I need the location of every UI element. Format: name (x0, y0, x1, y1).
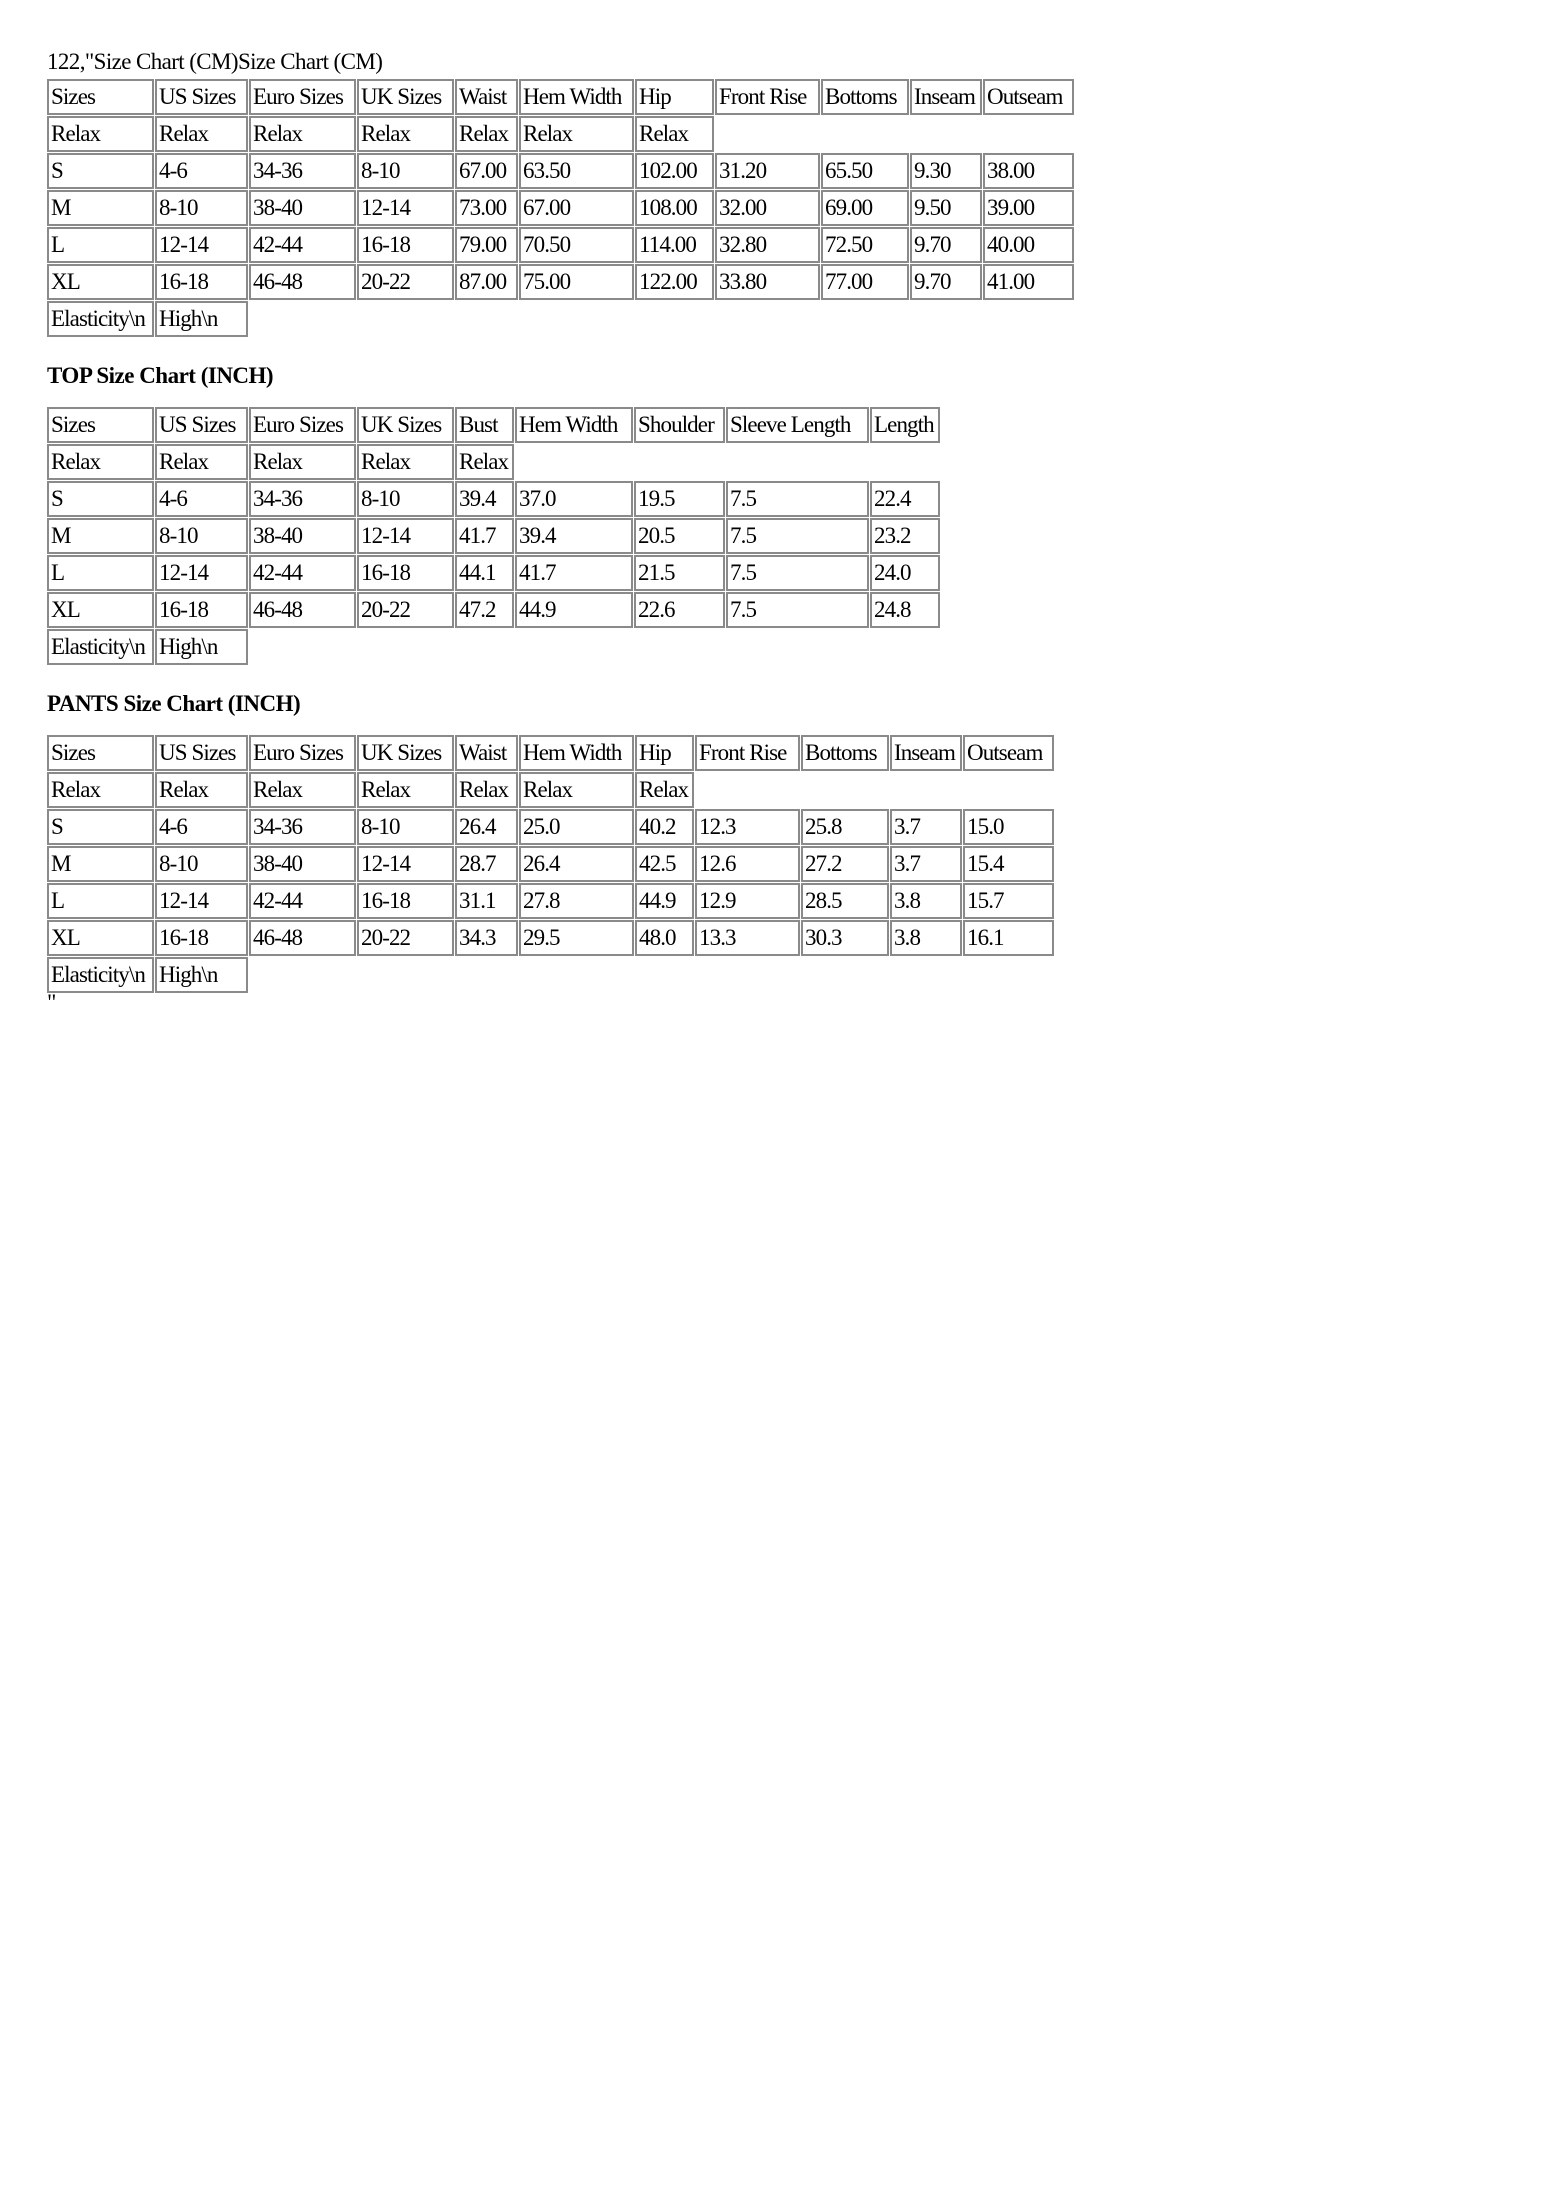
table-cell: High\n (155, 629, 248, 665)
table-cell: Sizes (47, 407, 154, 443)
table-cell: 4-6 (155, 481, 248, 517)
table-cell: 16.1 (963, 920, 1054, 956)
empty-cell (870, 444, 940, 480)
empty-cell (515, 629, 633, 665)
table-cell: L (47, 883, 154, 919)
table-cell: Sleeve Length (726, 407, 869, 443)
table-cell: 26.4 (519, 846, 634, 882)
table-row (47, 920, 1054, 956)
table-row (47, 264, 1074, 300)
size-table-pants-inch (46, 734, 1055, 994)
table-cell: 77.00 (821, 264, 909, 300)
table-cell: Hem Width (519, 735, 634, 771)
table-cell: 46-48 (249, 920, 356, 956)
table-cell: 67.00 (455, 153, 518, 189)
table-cell: Relax (455, 772, 518, 808)
table-cell: 21.5 (634, 555, 725, 591)
empty-cell (357, 629, 454, 665)
table-cell: 9.70 (910, 227, 982, 263)
table-cell: 40.00 (983, 227, 1074, 263)
empty-cell (715, 116, 820, 152)
empty-cell (715, 301, 820, 337)
table-cell: 12.3 (695, 809, 800, 845)
table-cell: 34-36 (249, 153, 356, 189)
empty-cell (801, 957, 889, 993)
table-cell: 12-14 (357, 190, 454, 226)
table-cell: US Sizes (155, 735, 248, 771)
table-cell: US Sizes (155, 79, 248, 115)
table-cell: 26.4 (455, 809, 518, 845)
table-cell: Sizes (47, 79, 154, 115)
table-cell: Length (870, 407, 940, 443)
table-cell: US Sizes (155, 407, 248, 443)
table-cell: 3.7 (890, 846, 962, 882)
table-cell: 28.7 (455, 846, 518, 882)
table-cell: L (47, 555, 154, 591)
table-cell: Relax (635, 116, 714, 152)
table-cell: 15.0 (963, 809, 1054, 845)
table-cell: 63.50 (519, 153, 634, 189)
empty-cell (357, 957, 454, 993)
empty-cell (455, 629, 514, 665)
table-cell: 12.6 (695, 846, 800, 882)
table-cell: Relax (249, 116, 356, 152)
empty-cell (519, 301, 634, 337)
empty-cell (249, 957, 356, 993)
table-cell: 42.5 (635, 846, 694, 882)
top-size-chart-title: TOP Size Chart (INCH) (47, 363, 274, 388)
empty-cell (983, 301, 1074, 337)
empty-cell (455, 957, 518, 993)
table-cell: Outseam (983, 79, 1074, 115)
table-cell: 3.8 (890, 883, 962, 919)
table-cell: 70.50 (519, 227, 634, 263)
table-cell: 34-36 (249, 481, 356, 517)
table-elasticity-row (47, 629, 940, 665)
table-cell: Relax (155, 116, 248, 152)
table-cell: 40.2 (635, 809, 694, 845)
table-cell: 8-10 (155, 846, 248, 882)
table-cell: 48.0 (635, 920, 694, 956)
table-cell: 16-18 (357, 883, 454, 919)
table-cell: UK Sizes (357, 79, 454, 115)
table-cell: 24.0 (870, 555, 940, 591)
table-relax-row (47, 444, 940, 480)
table-row (47, 227, 1074, 263)
table-cell: 122.00 (635, 264, 714, 300)
table-cell: Euro Sizes (249, 735, 356, 771)
table-cell: Inseam (910, 79, 982, 115)
table-cell: 39.4 (515, 518, 633, 554)
table-cell: 16-18 (155, 920, 248, 956)
table-cell: 31.20 (715, 153, 820, 189)
table-cell: 20.5 (634, 518, 725, 554)
table-cell: Relax (249, 772, 356, 808)
empty-cell (821, 116, 909, 152)
table-elasticity-row (47, 957, 1054, 993)
table-cell: 20-22 (357, 920, 454, 956)
table-cell: Relax (455, 444, 514, 480)
table-cell: 4-6 (155, 153, 248, 189)
table-cell: Elasticity\n (47, 301, 154, 337)
table-header-row (47, 735, 1054, 771)
table-cell: 37.0 (515, 481, 633, 517)
table-cell: 12-14 (155, 555, 248, 591)
table-cell: 41.00 (983, 264, 1074, 300)
table-cell: 20-22 (357, 264, 454, 300)
table-cell: Relax (519, 772, 634, 808)
table-cell: 73.00 (455, 190, 518, 226)
table-cell: 32.80 (715, 227, 820, 263)
table-cell: Relax (47, 444, 154, 480)
table-cell: Outseam (963, 735, 1054, 771)
empty-cell (357, 301, 454, 337)
table-cell: Relax (155, 772, 248, 808)
table-cell: 42-44 (249, 883, 356, 919)
table-cell: 39.00 (983, 190, 1074, 226)
table-cell: 108.00 (635, 190, 714, 226)
table-cell: Shoulder (634, 407, 725, 443)
table-cell: 38.00 (983, 153, 1074, 189)
empty-cell (963, 957, 1054, 993)
empty-cell (983, 116, 1074, 152)
table-cell: Inseam (890, 735, 962, 771)
table-cell: 44.1 (455, 555, 514, 591)
table-cell: Relax (249, 444, 356, 480)
table-cell: 69.00 (821, 190, 909, 226)
table-cell: 20-22 (357, 592, 454, 628)
table-cell: Sizes (47, 735, 154, 771)
table-cell: 65.50 (821, 153, 909, 189)
empty-cell (455, 301, 518, 337)
empty-cell (726, 444, 869, 480)
table-cell: 28.5 (801, 883, 889, 919)
empty-cell (515, 444, 633, 480)
table-cell: Relax (357, 116, 454, 152)
table-cell: 7.5 (726, 518, 869, 554)
table-cell: S (47, 153, 154, 189)
table-cell: Hem Width (515, 407, 633, 443)
table-header-row (47, 79, 1074, 115)
empty-cell (519, 957, 634, 993)
table-row (47, 809, 1054, 845)
empty-cell (249, 301, 356, 337)
table-cell: Bottoms (801, 735, 889, 771)
table-cell: 25.8 (801, 809, 889, 845)
table-row (47, 883, 1054, 919)
empty-cell (890, 957, 962, 993)
table-cell: 25.0 (519, 809, 634, 845)
table-row (47, 518, 940, 554)
pants-size-chart-title: PANTS Size Chart (INCH) (47, 691, 301, 716)
empty-cell (870, 629, 940, 665)
table-cell: Euro Sizes (249, 79, 356, 115)
table-cell: S (47, 481, 154, 517)
table-cell: 27.8 (519, 883, 634, 919)
table-cell: 32.00 (715, 190, 820, 226)
table-cell: M (47, 518, 154, 554)
table-row (47, 846, 1054, 882)
table-cell: M (47, 190, 154, 226)
table-cell: 8-10 (357, 153, 454, 189)
table-cell: 19.5 (634, 481, 725, 517)
table-cell: XL (47, 592, 154, 628)
empty-cell (635, 301, 714, 337)
table-cell: UK Sizes (357, 407, 454, 443)
size-table-top-inch (46, 406, 941, 666)
table-cell: XL (47, 920, 154, 956)
table-cell: 31.1 (455, 883, 518, 919)
table-cell: 8-10 (357, 481, 454, 517)
table-cell: 4-6 (155, 809, 248, 845)
table-row (47, 592, 940, 628)
document-footer-quote: " (47, 990, 57, 1015)
table-cell: 7.5 (726, 592, 869, 628)
table-cell: 38-40 (249, 518, 356, 554)
table-cell: Relax (455, 116, 518, 152)
table-cell: 44.9 (515, 592, 633, 628)
table-cell: 12-14 (357, 518, 454, 554)
table-cell: Relax (47, 116, 154, 152)
document-page (47, 46, 1507, 1015)
table-cell: 8-10 (155, 190, 248, 226)
table-cell: 3.7 (890, 809, 962, 845)
empty-cell (695, 957, 800, 993)
table-cell: Relax (155, 444, 248, 480)
table-cell: 22.6 (634, 592, 725, 628)
table-cell: 15.4 (963, 846, 1054, 882)
table-cell: Bottoms (821, 79, 909, 115)
table-cell: 44.9 (635, 883, 694, 919)
table-cell: 12-14 (155, 883, 248, 919)
table-cell: Relax (357, 444, 454, 480)
table-cell: Hip (635, 79, 714, 115)
table-cell: 102.00 (635, 153, 714, 189)
table-cell: 12-14 (357, 846, 454, 882)
table-cell: M (47, 846, 154, 882)
table-cell: Relax (635, 772, 694, 808)
empty-cell (821, 301, 909, 337)
empty-cell (910, 301, 982, 337)
table-cell: 30.3 (801, 920, 889, 956)
table-cell: 38-40 (249, 190, 356, 226)
table-cell: 87.00 (455, 264, 518, 300)
table-cell: Relax (357, 772, 454, 808)
table-relax-row (47, 116, 1074, 152)
table-row (47, 555, 940, 591)
table-row (47, 190, 1074, 226)
size-table-cm (46, 78, 1075, 338)
table-cell: S (47, 809, 154, 845)
table-cell: XL (47, 264, 154, 300)
table-cell: 41.7 (455, 518, 514, 554)
table-cell: 34.3 (455, 920, 518, 956)
table-cell: 8-10 (357, 809, 454, 845)
table-cell: Relax (519, 116, 634, 152)
table-cell: Waist (455, 735, 518, 771)
table-cell: 38-40 (249, 846, 356, 882)
table-cell: Bust (455, 407, 514, 443)
empty-cell (635, 957, 694, 993)
empty-cell (634, 444, 725, 480)
table-cell: 16-18 (155, 264, 248, 300)
table-cell: UK Sizes (357, 735, 454, 771)
table-cell: 9.30 (910, 153, 982, 189)
document-header-line: 122,"Size Chart (CM)Size Chart (CM) (47, 49, 383, 74)
empty-cell (963, 772, 1054, 808)
table-cell: Hem Width (519, 79, 634, 115)
table-cell: 9.70 (910, 264, 982, 300)
table-header-row (47, 407, 940, 443)
table-cell: 24.8 (870, 592, 940, 628)
empty-cell (726, 629, 869, 665)
table-cell: 15.7 (963, 883, 1054, 919)
table-cell: 46-48 (249, 592, 356, 628)
table-cell: High\n (155, 957, 248, 993)
table-cell: 12.9 (695, 883, 800, 919)
empty-cell (890, 772, 962, 808)
table-row (47, 481, 940, 517)
table-relax-row (47, 772, 1054, 808)
table-cell: 8-10 (155, 518, 248, 554)
table-cell: Elasticity\n (47, 957, 154, 993)
empty-cell (695, 772, 800, 808)
table-cell: Euro Sizes (249, 407, 356, 443)
table-cell: 12-14 (155, 227, 248, 263)
table-elasticity-row (47, 301, 1074, 337)
table-cell: 114.00 (635, 227, 714, 263)
table-cell: 75.00 (519, 264, 634, 300)
table-cell: 9.50 (910, 190, 982, 226)
table-cell: Relax (47, 772, 154, 808)
table-cell: 72.50 (821, 227, 909, 263)
table-cell: 7.5 (726, 481, 869, 517)
table-cell: 3.8 (890, 920, 962, 956)
table-cell: 22.4 (870, 481, 940, 517)
table-cell: 16-18 (155, 592, 248, 628)
table-cell: 47.2 (455, 592, 514, 628)
table-cell: 23.2 (870, 518, 940, 554)
table-cell: 67.00 (519, 190, 634, 226)
table-cell: 46-48 (249, 264, 356, 300)
table-cell: 16-18 (357, 227, 454, 263)
table-cell: 42-44 (249, 227, 356, 263)
empty-cell (910, 116, 982, 152)
table-cell: 42-44 (249, 555, 356, 591)
table-cell: 27.2 (801, 846, 889, 882)
table-cell: 29.5 (519, 920, 634, 956)
table-cell: Front Rise (695, 735, 800, 771)
table-cell: 34-36 (249, 809, 356, 845)
table-cell: High\n (155, 301, 248, 337)
table-cell: L (47, 227, 154, 263)
table-cell: Front Rise (715, 79, 820, 115)
empty-cell (634, 629, 725, 665)
table-cell: Elasticity\n (47, 629, 154, 665)
table-cell: Hip (635, 735, 694, 771)
table-cell: 79.00 (455, 227, 518, 263)
table-cell: 13.3 (695, 920, 800, 956)
empty-cell (801, 772, 889, 808)
empty-cell (249, 629, 356, 665)
table-cell: Waist (455, 79, 518, 115)
table-cell: 39.4 (455, 481, 514, 517)
table-cell: 41.7 (515, 555, 633, 591)
table-row (47, 153, 1074, 189)
table-cell: 16-18 (357, 555, 454, 591)
table-cell: 33.80 (715, 264, 820, 300)
table-cell: 7.5 (726, 555, 869, 591)
